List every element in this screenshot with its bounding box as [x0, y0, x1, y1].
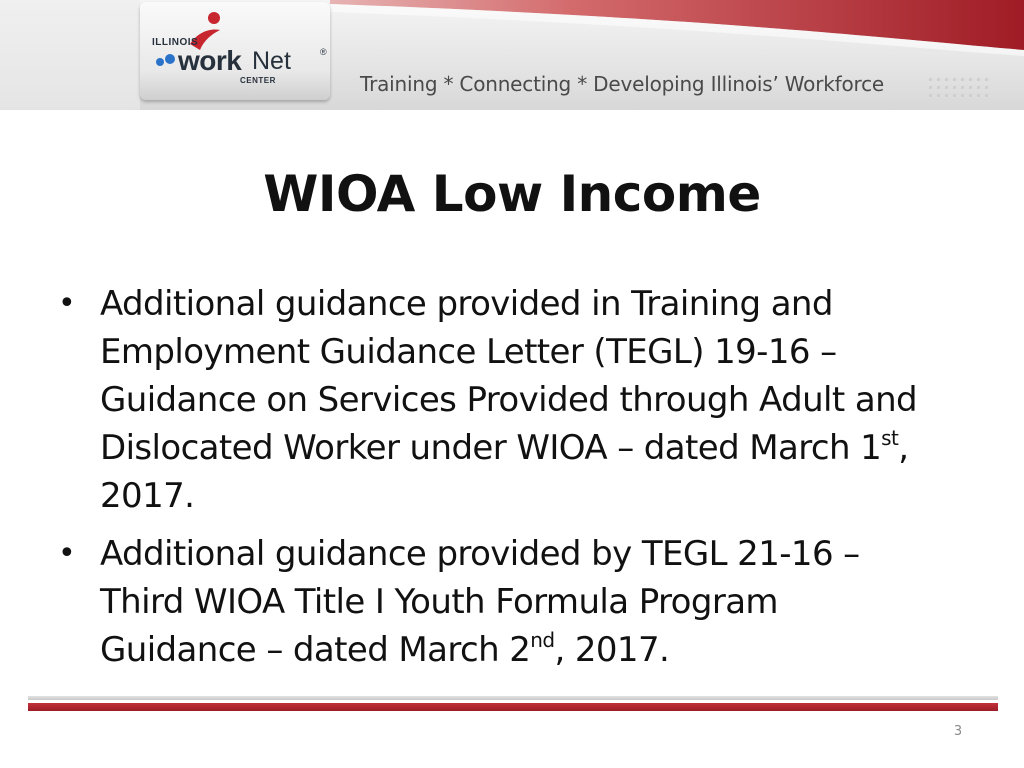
bullet-text: Additional guidance provided in Training and Employment Guidance Letter (TEGL) 19-16 – Guidance on Services Provided through Adult and Dislocated Worker under WIOA – dated March 1 — [100, 284, 918, 468]
slide-title: WIOA Low Income — [263, 165, 761, 223]
bullet-text: Additional guidance provided by TEGL 21-16 – Third WIOA Title I Youth Formula Program Guidance – dated March 2 — [100, 534, 860, 670]
bullet-list — [58, 280, 938, 684]
logo-net-text: Net — [252, 47, 291, 75]
ordinal-suffix: st — [881, 426, 899, 450]
logo-center-text: CENTER — [240, 76, 276, 85]
logo-state-text: ILLINOIS — [152, 37, 199, 48]
footer-divider-red — [28, 703, 998, 711]
decorative-dots-icon — [925, 72, 995, 102]
bullet-dot-icon: • — [58, 536, 76, 571]
bullet-text-end: , 2017. — [554, 630, 670, 670]
bullet-text-end: , 2017. — [100, 428, 909, 516]
ordinal-suffix: nd — [530, 628, 555, 652]
bullet-item — [58, 280, 938, 520]
bullet-dot-icon: • — [58, 286, 76, 321]
header-banner — [0, 0, 1024, 110]
header-tagline: Training * Connecting * Developing Illinois’ Workforce — [360, 72, 884, 96]
footer-divider-gray — [28, 696, 998, 700]
logo-registered-mark: ® — [320, 47, 327, 57]
logo-work-text: work — [178, 45, 242, 76]
bullet-item — [58, 530, 938, 674]
page-number: 3 — [953, 724, 963, 739]
